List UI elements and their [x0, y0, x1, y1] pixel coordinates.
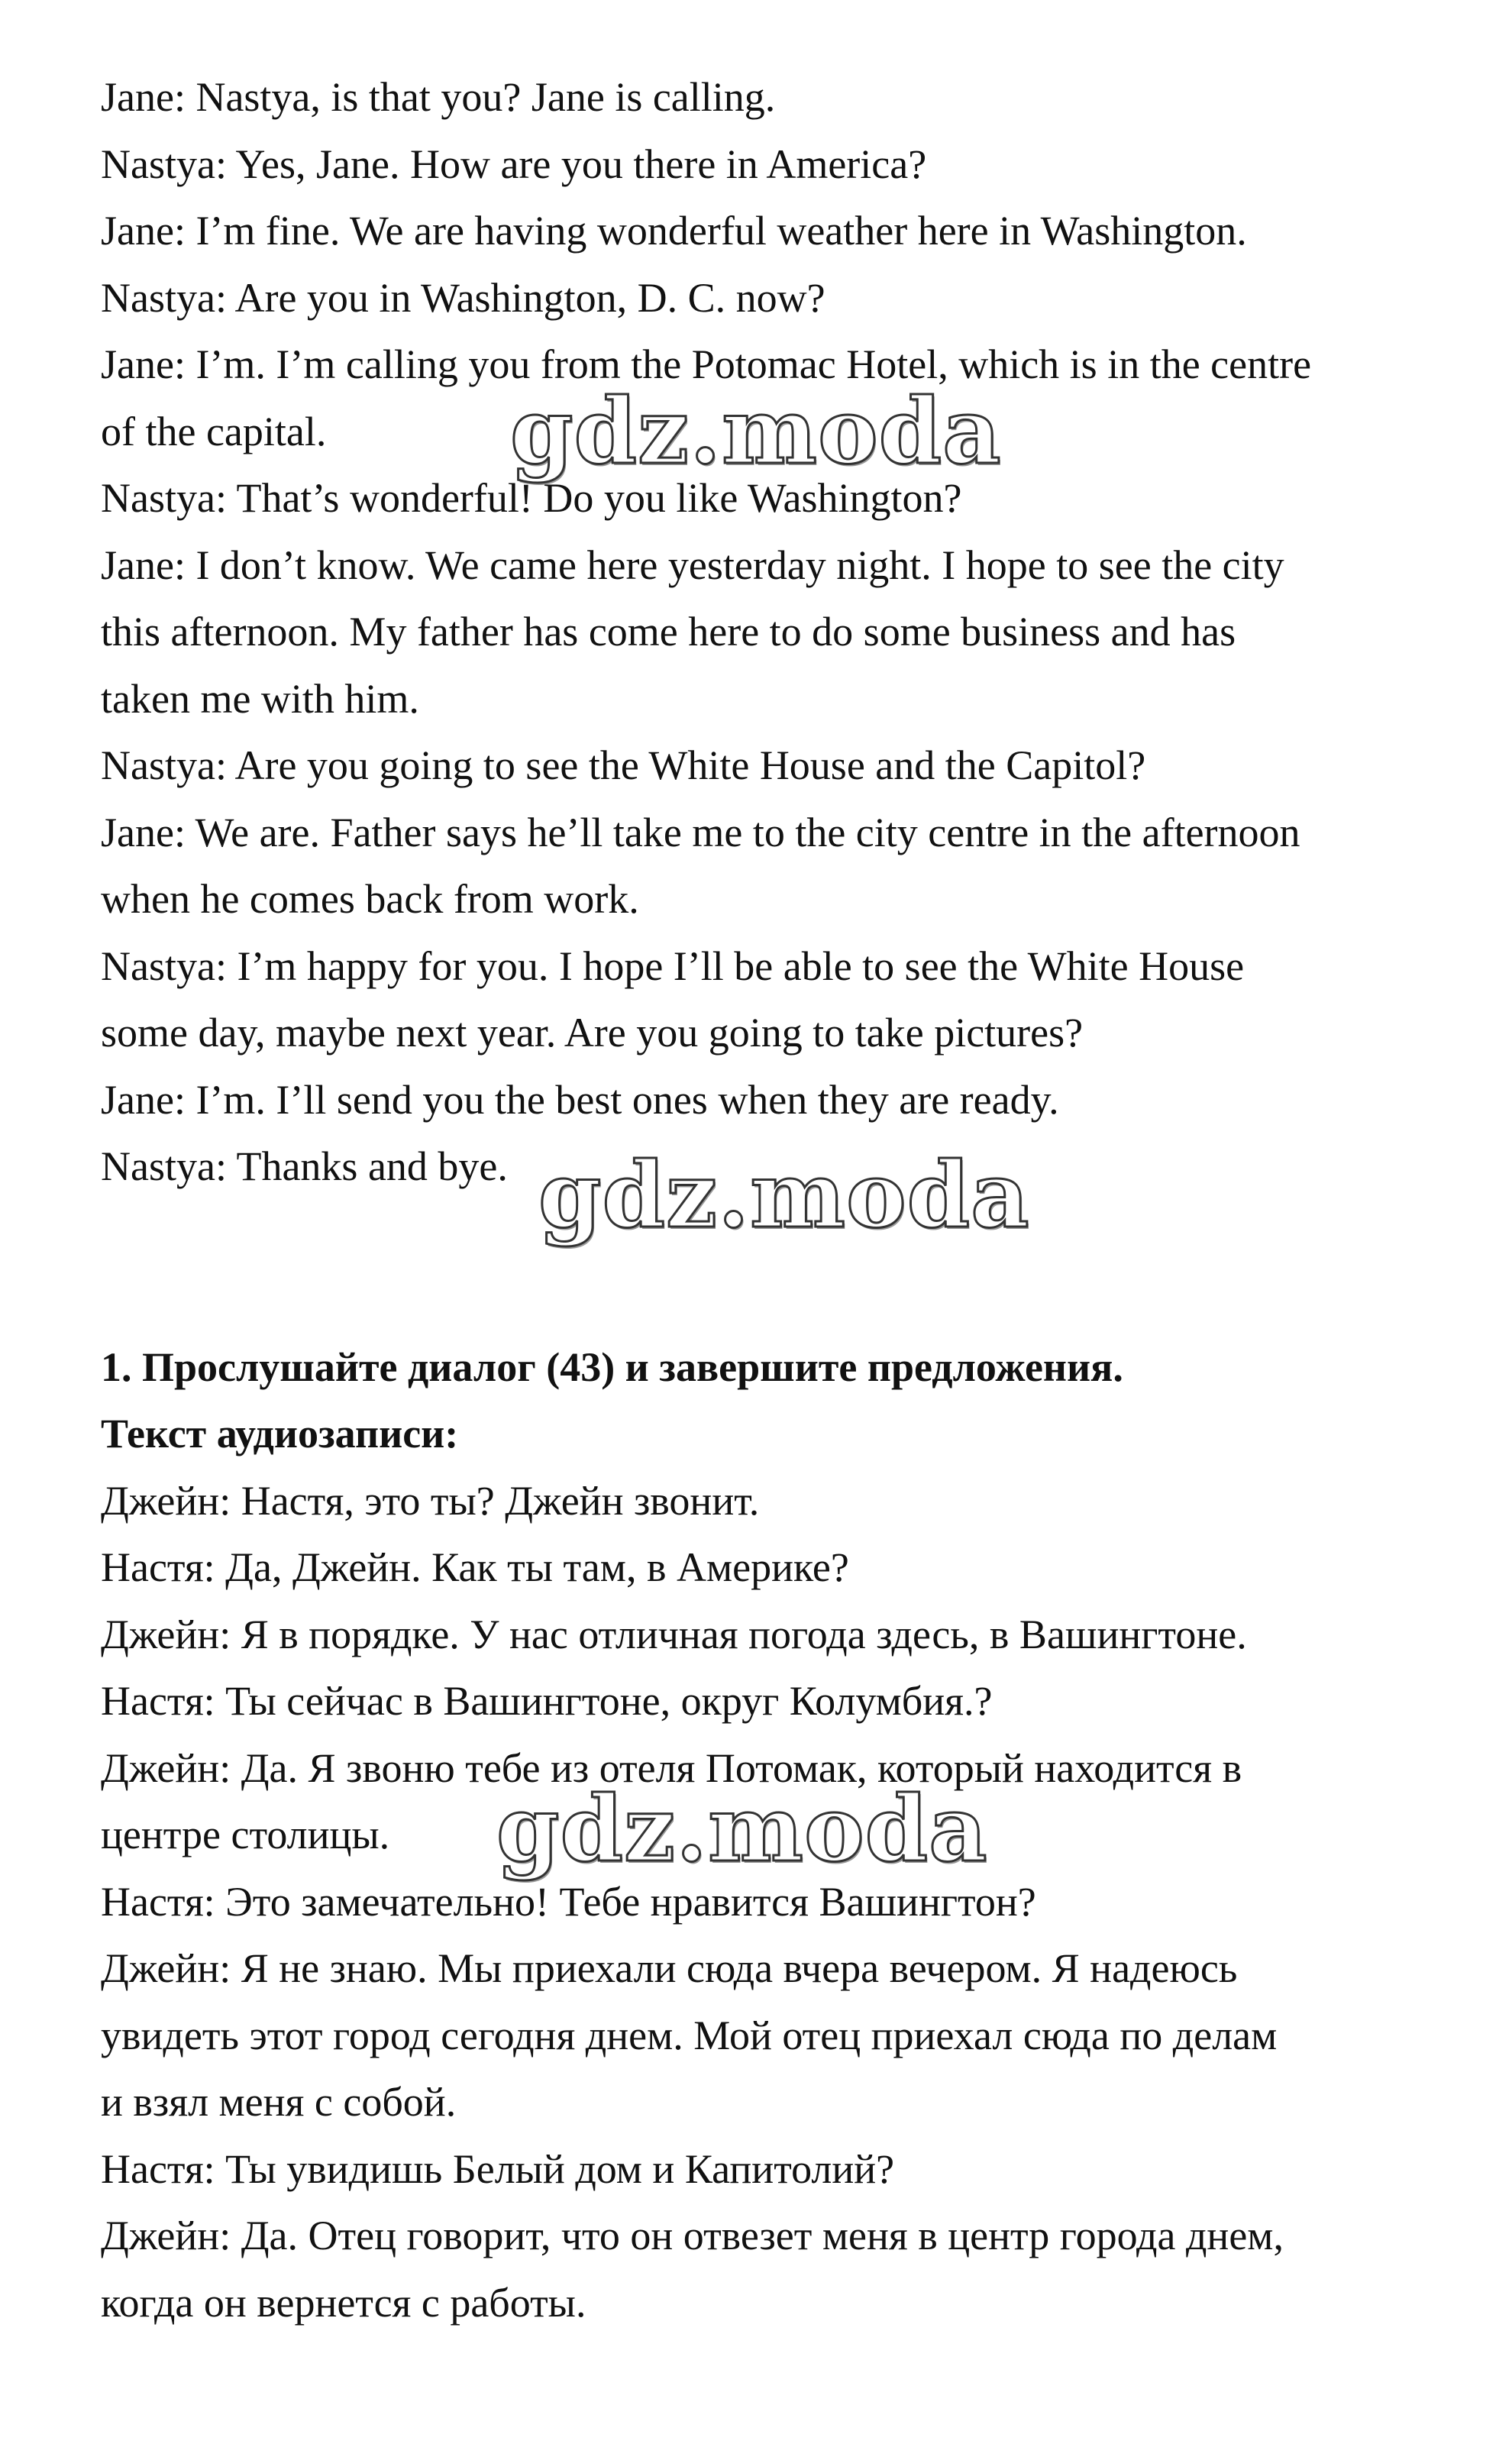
task-subheading: Текст аудиозаписи: — [101, 1411, 459, 1456]
english-line-7: Nastya: That’s wonderful! Do you like Washington? — [101, 475, 962, 521]
english-line-12: Jane: We are. Father says he’ll take me to the city centre in the afternoon — [101, 810, 1300, 855]
watermark-1: gdz.moda — [510, 378, 1002, 484]
russian-line-12: Джейн: Да. Отец говорит, что он отвезет меня в центр города днем, — [101, 2213, 1284, 2258]
english-line-13: when he comes back from work. — [101, 876, 639, 922]
russian-line-6: центре столицы. — [101, 1812, 390, 1857]
russian-line-2: Настя: Да, Джейн. Как ты там, в Америке? — [101, 1544, 849, 1590]
english-line-17: Nastya: Thanks and bye. — [101, 1143, 508, 1189]
english-line-1: Jane: Nastya, is that you? Jane is calling. — [101, 74, 776, 120]
russian-line-7: Настя: Это замечательно! Тебе нравится Вашингтон? — [101, 1879, 1036, 1925]
russian-line-5: Джейн: Да. Я звоню тебе из отеля Потомак, который находится в — [101, 1745, 1242, 1791]
english-line-6: of the capital. — [101, 409, 327, 454]
english-line-10: taken me with him. — [101, 676, 419, 722]
russian-line-13: когда он вернется с работы. — [101, 2280, 586, 2326]
russian-line-3: Джейн: Я в порядке. У нас отличная погода здесь, в Вашингтоне. — [101, 1612, 1247, 1657]
english-line-8: Jane: I don’t know. We came here yesterday night. I hope to see the city — [101, 542, 1284, 588]
task-heading: 1. Прослушайте диалог (43) и завершите предложения. — [101, 1344, 1123, 1390]
russian-line-10: и взял меня с собой. — [101, 2079, 457, 2125]
english-line-4: Nastya: Are you in Washington, D. C. now? — [101, 275, 825, 321]
russian-line-11: Настя: Ты увидишь Белый дом и Капитолий? — [101, 2146, 895, 2192]
english-line-3: Jane: I’m fine. We are having wonderful weather here in Washington. — [101, 208, 1247, 254]
russian-line-8: Джейн: Я не знаю. Мы приехали сюда вчера вечером. Я надеюсь — [101, 1945, 1238, 1991]
russian-line-1: Джейн: Настя, это ты? Джейн звонит. — [101, 1478, 760, 1524]
english-line-9: this afternoon. My father has come here to do some business and has — [101, 609, 1236, 655]
watermark-2: gdz.moda — [538, 1142, 1030, 1248]
watermark-3: gdz.moda — [496, 1776, 988, 1882]
english-line-16: Jane: I’m. I’ll send you the best ones when they are ready. — [101, 1077, 1059, 1123]
russian-line-9: увидеть этот город сегодня днем. Мой отец приехал сюда по делам — [101, 2012, 1278, 2058]
english-line-5: Jane: I’m. I’m calling you from the Potomac Hotel, which is in the centre — [101, 341, 1312, 387]
english-line-11: Nastya: Are you going to see the White House and the Capitol? — [101, 742, 1146, 788]
english-line-14: Nastya: I’m happy for you. I hope I’ll be able to see the White House — [101, 943, 1245, 989]
english-line-15: some day, maybe next year. Are you going to take pictures? — [101, 1010, 1084, 1056]
russian-line-4: Настя: Ты сейчас в Вашингтоне, округ Колумбия.? — [101, 1678, 993, 1724]
english-line-2: Nastya: Yes, Jane. How are you there in America? — [101, 141, 927, 187]
